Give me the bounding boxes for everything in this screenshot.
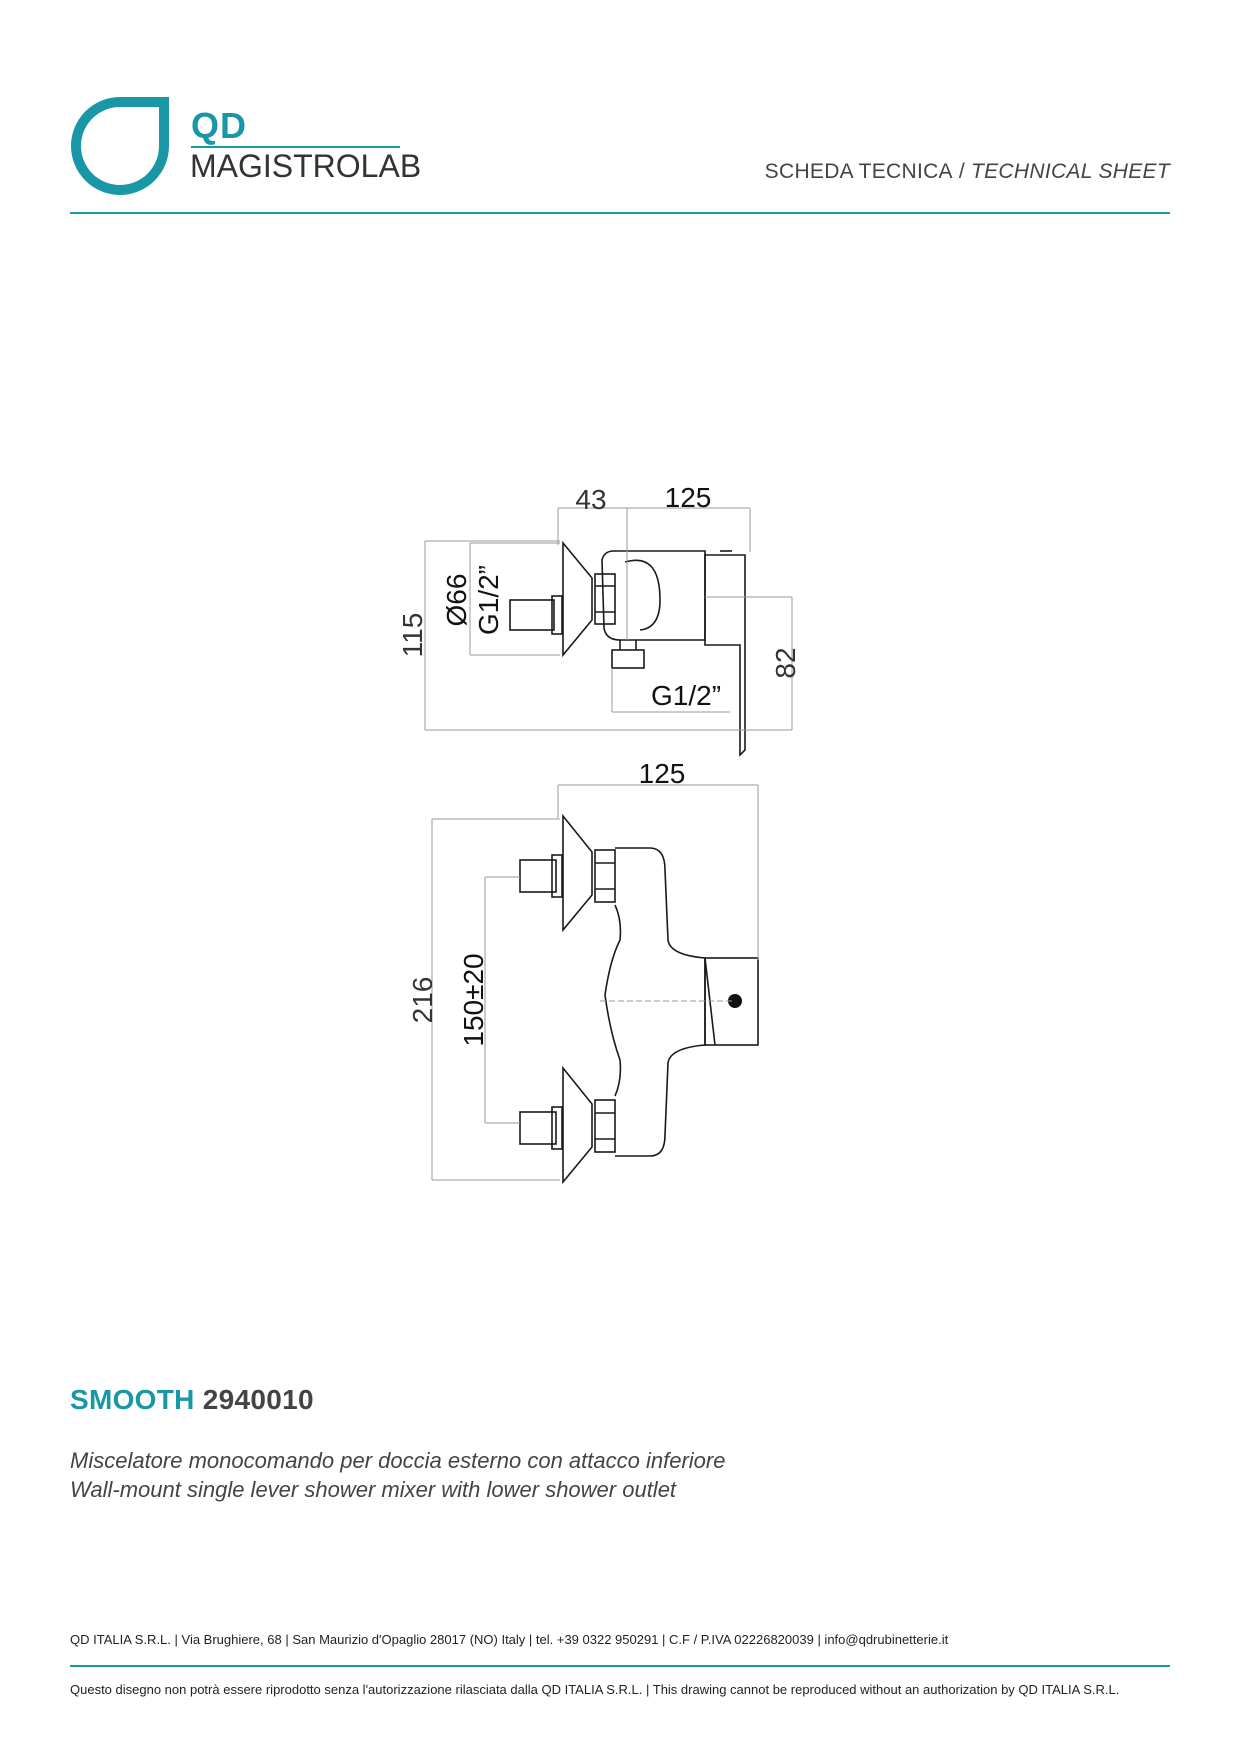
dim-diameter-66: Ø66 [441, 573, 472, 627]
sheet-title-it: SCHEDA TECNICA [764, 160, 953, 183]
product-name: SMOOTH [70, 1384, 195, 1415]
dim-125-mid: 125 [638, 758, 686, 789]
logo-wordmark-qd: QD [191, 105, 247, 146]
sheet-title-separator: / [958, 160, 965, 183]
footer-disclaimer: Questo disegno non potrà essere riprodotto senza l'autorizzazione rilasciata dalla QD ITALIA S.R.L. | This drawing cannot be reproduced without an authorization by QD ITALIA S.R.L. [70, 1682, 1120, 1697]
top-view-dimensions [407, 758, 685, 1047]
dim-g12-outlet: G1/2” [650, 680, 722, 711]
product-description-en: Wall-mount single lever shower mixer with lower shower outlet [70, 1477, 677, 1502]
dim-115: 115 [397, 612, 428, 658]
logo-wordmark-magistrolab: MAGISTRΟLAB [190, 148, 422, 184]
dim-43: 43 [575, 484, 607, 515]
dim-150-tolerance: 150±20 [458, 953, 489, 1047]
dim-125-top: 125 [664, 482, 712, 513]
dim-216: 216 [407, 976, 438, 1024]
footer-company-info: QD ITALIA S.R.L. | Via Brughiere, 68 | San Maurizio d'Opaglio 28017 (NO) Italy | tel. +39 0322 950291 | C.F / P.IVA 02226820039 | info@qdrubinetterie.it [70, 1632, 949, 1647]
product-title [70, 1384, 314, 1416]
product-description-it: Miscelatore monocomando per doccia esterno con attacco inferiore [70, 1448, 726, 1473]
top-view [520, 816, 758, 1182]
product-code: 2940010 [202, 1384, 314, 1415]
footer-divider [70, 1665, 1170, 1667]
dim-g12-inlet: G1/2” [473, 564, 504, 636]
dim-82: 82 [770, 647, 801, 679]
sheet-title-en: TECHNICAL SHEET [971, 160, 1170, 183]
